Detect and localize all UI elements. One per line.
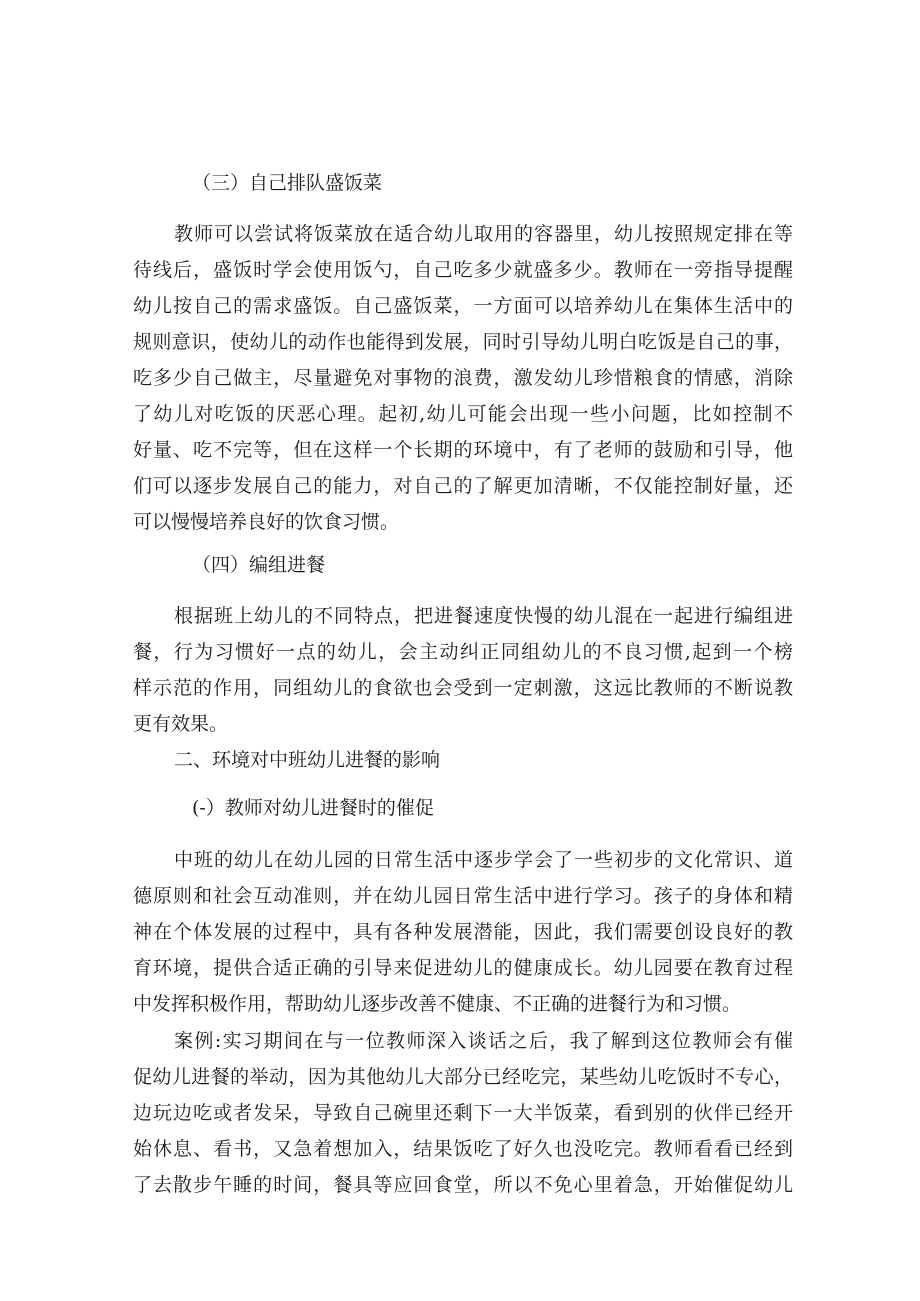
- part-2-heading: 二、环境对中班幼儿进餐的影响: [174, 749, 441, 771]
- section-3-heading: （三）自己排队盛饭菜: [192, 172, 383, 194]
- paragraph-line: 了去散步午睡的时间，餐具等应回食堂，所以不免心里着急，开始催促幼儿: [133, 1174, 793, 1196]
- paragraph-line: 们可以逐步发展自己的能力，对自己的了解更加清晰，不仅能控制好量，还: [133, 475, 793, 497]
- paragraph-line: 待线后，盛饭时学会使用饭勺，自己吃多少就盛多少。教师在一旁指导提醒: [133, 259, 793, 281]
- paragraph-line: 吃多少自己做主，尽量避免对事物的浪费，激发幼儿珍惜粮食的情感，消除: [133, 367, 793, 389]
- paragraph-line: 案例:实习期间在与一位教师深入谈话之后，我了解到这位教师会有催: [174, 1030, 793, 1052]
- paragraph-line: 教师可以尝试将饭菜放在适合幼儿取用的容器里，幼儿按照规定排在等: [174, 223, 793, 245]
- paragraph-line: 育环境，提供合适正确的引导来促进幼儿的健康成长。幼儿园要在教育过程: [133, 957, 793, 979]
- paragraph-line: 促幼儿进餐的举动，因为其他幼儿大部分已经吃完，某些幼儿吃饭时不专心，: [133, 1066, 793, 1088]
- paragraph-line: 边玩边吃或者发呆，导致自己碗里还剩下一大半饭菜，看到别的伙伴已经开: [133, 1102, 793, 1124]
- section-2-1-heading: (-）教师对幼儿进餐时的催促: [192, 797, 434, 819]
- paragraph-line: 了幼儿对吃饭的厌恶心理。起初,幼儿可能会出现一些小问题，比如控制不: [133, 403, 793, 425]
- paragraph-line: 更有效果。: [133, 713, 229, 735]
- paragraph-line: 餐，行为习惯好一点的幼儿，会主动纠正同组幼儿的不良习惯,起到一个榜: [133, 641, 793, 663]
- paragraph-line: 始休息、看书，又急着想加入，结果饭吃了好久也没吃完。教师看看已经到: [133, 1138, 793, 1160]
- paragraph-line: 根据班上幼儿的不同特点，把进餐速度快慢的幼儿混在一起进行编组进: [174, 605, 793, 627]
- section-4-heading: （四）编组进餐: [192, 554, 326, 576]
- paragraph-line: 德原则和社会互动准则，并在幼儿园日常生活中进行学习。孩子的身体和精: [133, 885, 793, 907]
- paragraph-line: 中班的幼儿在幼儿园的日常生活中逐步学会了一些初步的文化常识、道: [174, 849, 793, 871]
- paragraph-line: 中发挥积极作用，帮助幼儿逐步改善不健康、不正确的进餐行为和习惯。: [133, 993, 742, 1015]
- paragraph-line: 神在个体发展的过程中，具有各种发展潜能，因此，我们需要创设良好的教: [133, 921, 793, 943]
- paragraph-line: 样示范的作用，同组幼儿的食欲也会受到一定刺激，这远比教师的不断说教: [133, 677, 793, 699]
- paragraph-line: 规则意识，使幼儿的动作也能得到发展，同时引导幼儿明白吃饭是自己的事，: [133, 331, 793, 353]
- paragraph-line: 好量、吃不完等，但在这样一个长期的环境中，有了老师的鼓励和引导，他: [133, 439, 793, 461]
- paragraph-line: 可以慢慢培养良好的饮食习惯。: [133, 511, 400, 533]
- paragraph-line: 幼儿按自己的需求盛饭。自己盛饭菜，一方面可以培养幼儿在集体生活中的: [133, 295, 793, 317]
